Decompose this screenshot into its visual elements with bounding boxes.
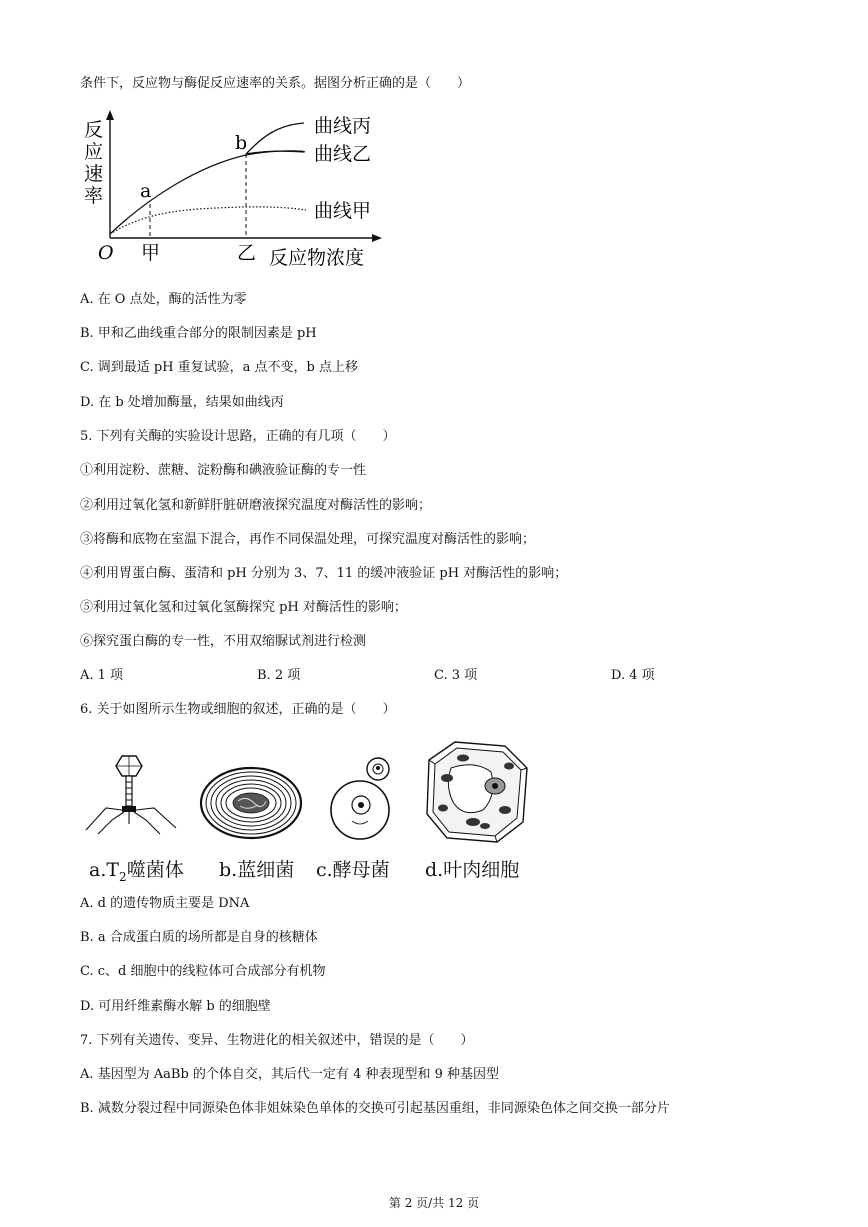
curve-jia	[110, 207, 306, 234]
curve-bing-label: 曲线丙	[314, 115, 372, 137]
label-cyanobacterium: b.蓝细菌	[219, 859, 295, 881]
q5-item-1: ①利用淀粉、蔗糖、淀粉酶和碘液验证酶的专一性	[80, 463, 367, 478]
x-axis-arrow	[372, 234, 382, 242]
curve-yi-label: 曲线乙	[314, 143, 372, 165]
y-axis-label-4: 率	[84, 185, 104, 207]
phage-illustration	[84, 752, 180, 842]
q5-item-4: ④利用胃蛋白酶、蛋清和 pH 分别为 3、7、11 的缓冲液验证 pH 对酶活性的影响；	[80, 566, 568, 581]
q5-item-6: ⑥探究蛋白酶的专一性，不用双缩脲试剂进行检测	[80, 634, 367, 649]
y-axis-arrow	[106, 110, 114, 120]
yeast-illustration	[328, 755, 398, 845]
y-axis-label-1: 反	[84, 119, 104, 141]
label-phage-suffix: 噬菌体	[126, 859, 184, 881]
q6-option-d: D. 可用纤维素酶水解 b 的细胞壁	[80, 999, 271, 1014]
q5-item-3: ③将酶和底物在室温下混合，再作不同保温处理，可探究温度对酶活性的影响；	[80, 532, 536, 547]
curve-jia-label: 曲线甲	[314, 200, 372, 222]
q5-option-c: C. 3 项	[434, 668, 478, 683]
q6-option-c: C. c、d 细胞中的线粒体可合成部分有机物	[80, 964, 326, 979]
question-intro: 条件下，反应物与酶促反应速率的关系。据图分析正确的是（ ）	[80, 76, 471, 91]
label-yeast: c.酵母菌	[316, 859, 390, 881]
q4-option-c: C. 调到最适 pH 重复试验，a 点不变，b 点上移	[80, 360, 359, 375]
label-phage-subscript: 2	[119, 869, 127, 884]
y-axis-label-3: 速	[84, 163, 104, 185]
q7-option-b: B. 减数分裂过程中同源染色体非姐妹染色单体的交换可引起基因重组，非同源染色体之间交换一部分片	[80, 1101, 670, 1116]
mesophyll-cell-illustration	[425, 738, 531, 846]
q6-option-a: A. d 的遗传物质主要是 DNA	[80, 896, 250, 911]
q4-option-a: A. 在 O 点处，酶的活性为零	[80, 292, 247, 307]
cyanobacterium-illustration	[198, 765, 304, 841]
q4-option-b: B. 甲和乙曲线重合部分的限制因素是 pH	[80, 326, 317, 341]
q6-stem: 6. 关于如图所示生物或细胞的叙述，正确的是（ ）	[80, 702, 396, 717]
q6-option-b: B. a 合成蛋白质的场所都是自身的核糖体	[80, 930, 318, 945]
page-footer: 第 2 页/共 12 页	[388, 1196, 480, 1210]
q7-stem: 7. 下列有关遗传、变异、生物进化的相关叙述中，错误的是（ ）	[80, 1033, 474, 1048]
q5-stem: 5. 下列有关酶的实验设计思路，正确的有几项（ ）	[80, 429, 396, 444]
y-axis-label-2: 应	[84, 141, 104, 163]
label-phage-prefix: a.T	[89, 859, 120, 881]
x-axis-label: 反应物浓度	[269, 247, 365, 269]
curve-bing	[246, 123, 304, 154]
x-tick-jia: 甲	[141, 242, 161, 264]
q5-item-5: ⑤利用过氧化氢和过氧化氢酶探究 pH 对酶活性的影响；	[80, 600, 407, 615]
q5-option-d: D. 4 项	[611, 668, 655, 683]
x-tick-yi: 乙	[237, 242, 257, 264]
point-b-label: b	[235, 132, 248, 154]
reaction-rate-graph	[78, 108, 398, 273]
label-phage	[89, 855, 184, 884]
origin-label: O	[98, 242, 114, 264]
q5-option-b: B. 2 项	[257, 668, 301, 683]
q5-item-2: ②利用过氧化氢和新鲜肝脏研磨液探究温度对酶活性的影响；	[80, 498, 432, 513]
q5-option-a: A. 1 项	[80, 668, 124, 683]
point-a-label: a	[140, 180, 152, 202]
label-mesophyll-cell: d.叶肉细胞	[425, 859, 520, 881]
q4-option-d: D. 在 b 处增加酶量，结果如曲线丙	[80, 395, 284, 410]
q7-option-a: A. 基因型为 AaBb 的个体自交，其后代一定有 4 种表现型和 9 种基因型	[80, 1067, 500, 1082]
